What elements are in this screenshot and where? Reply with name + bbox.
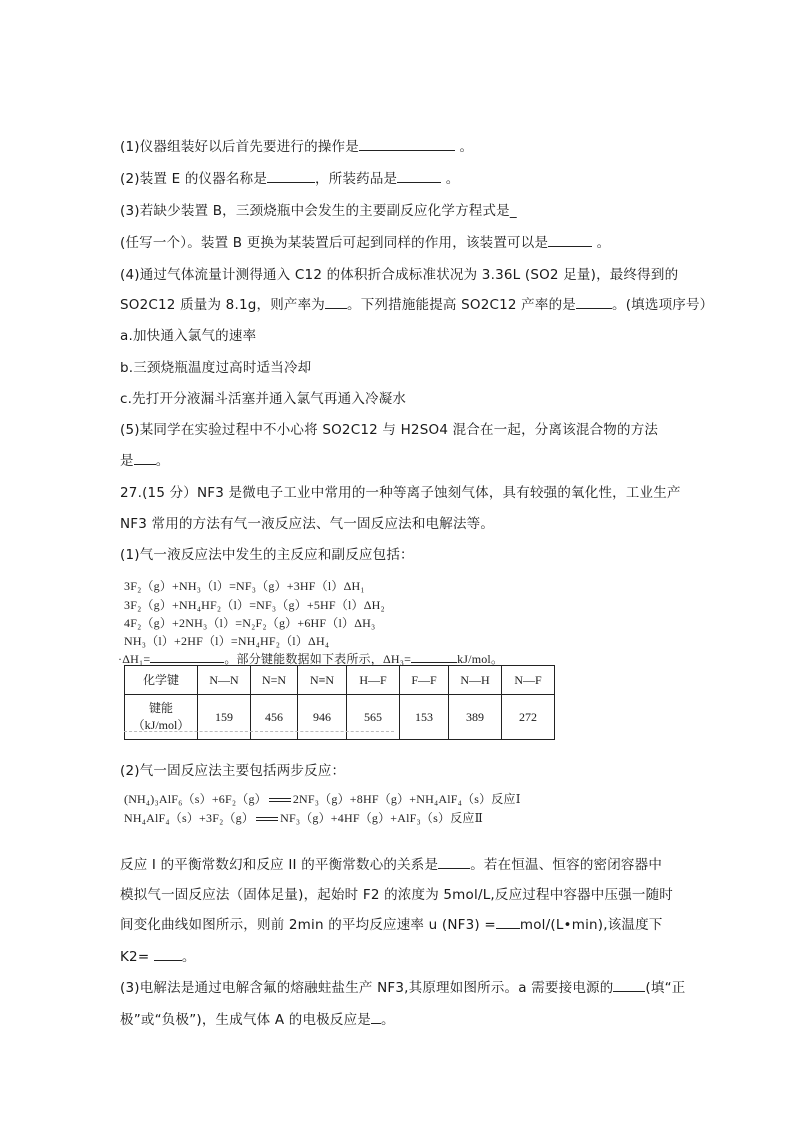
equation-3: 4F₂（g）+2NH₃（l）=N₂F₂（g）+6HF（l）ΔH₃ xyxy=(124,616,376,630)
option-a: a.加快通入氯气的速率 xyxy=(120,328,257,344)
energy-label-line1: 键能 xyxy=(148,701,173,715)
energy-cell: 456 xyxy=(251,695,298,740)
energy-cell: 565 xyxy=(347,695,400,740)
answer-blank[interactable] xyxy=(411,650,457,663)
bond-cell: N≡N xyxy=(298,666,347,695)
q27-line-2: NF3 常用的方法有气一液反应法、气一固反应法和电解法等。 xyxy=(120,516,495,532)
answer-blank[interactable] xyxy=(438,856,470,869)
q27-line: 27.(15 分）NF3 是微电子工业中常用的一种等离子蚀刻气体，具有较强的氧化性，工业生产 xyxy=(120,485,681,501)
answer-blank[interactable] xyxy=(496,916,520,929)
answer-blank[interactable] xyxy=(325,296,347,309)
part2-para-2: 模拟气一固反应法（固体足量)，起始时 F2 的浓度为 5mol/L,反应过程中容器中压强一随时 xyxy=(120,887,674,903)
bond-cell: N—F xyxy=(502,666,555,695)
q2-line: (2)装置 E 的仪器名称是 ，所装药品是 。 xyxy=(120,171,460,187)
answer-blank[interactable] xyxy=(267,170,315,183)
bond-cell: F—F xyxy=(400,666,449,695)
answer-blank[interactable] xyxy=(548,234,592,247)
energy-label-line2: （kJ/mol） xyxy=(132,718,190,732)
energy-cell: 272 xyxy=(502,695,555,740)
answer-blank[interactable] xyxy=(613,979,645,992)
answer-blank[interactable] xyxy=(576,296,612,309)
q4-line: (4)通过气体流量计测得通入 C12 的体积折合成标准状况为 3.36L (SO2 足量)，最终得到的 xyxy=(120,267,679,283)
equation-2: 3F₂（g）+NH₄HF₂（l）=NF₃（g）+5HF（l）ΔH₂ xyxy=(124,598,385,612)
q4-line-2: SO2C12 质量为 8.1g，则产率为 。下列措施能提高 SO2C12 产率的是 。(填选项序号） xyxy=(120,297,714,313)
answer-blank[interactable] xyxy=(371,1011,381,1024)
answer-blank[interactable] xyxy=(397,170,441,183)
q1-line: (1)仪器组装好以后首先要进行的操作是 。 xyxy=(120,139,474,155)
table-row xyxy=(125,666,555,695)
bond-cell: N—N xyxy=(198,666,251,695)
bond-cell: H—F xyxy=(347,666,400,695)
equation-blanks: ·ΔH₁= 。部分键能数据如下表所示，ΔH₃= kJ/mol。 xyxy=(118,652,504,666)
equilibrium-arrow-icon xyxy=(256,817,278,821)
part2-para-4: K2= 。 xyxy=(120,949,196,965)
q5-line-2: 是 。 xyxy=(120,453,170,469)
table-header-label: 化学键 xyxy=(125,666,198,695)
answer-blank[interactable] xyxy=(134,452,156,465)
q27-part1: (1)气一液反应法中发生的主反应和副反应包括： xyxy=(120,547,414,563)
option-c: c.先打开分液漏斗活塞并通入氯气再通入冷凝水 xyxy=(120,391,407,407)
answer-blank[interactable] xyxy=(359,138,455,151)
part2-para-3: 间变化曲线如图所示，则前 2min 的平均反应速率 u (NF3) = mol/(L•min),该温度下 xyxy=(120,917,663,933)
answer-blank[interactable] xyxy=(154,948,182,961)
answer-blank[interactable] xyxy=(150,650,224,663)
energy-cell: 153 xyxy=(400,695,449,740)
energy-cell: 389 xyxy=(449,695,502,740)
q27-part2: (2)气一固反应法主要包括两步反应： xyxy=(120,763,346,779)
reaction-1: (NH₄)₃AlF₆（s）+6F₂（g） 2NF₃（g）+8HF（g）+NH₄AlF₄（s）反应Ⅰ xyxy=(124,792,521,806)
q3-line-2: (任写一个）。装置 B 更换为某装置后可起到同样的作用，该装置可以是 。 xyxy=(120,235,611,251)
scan-artifact-divider xyxy=(124,731,394,736)
bond-cell: N—H xyxy=(449,666,502,695)
equation-1: 3F₂（g）+NH₃（l）=NF₃（g）+3HF（l）ΔH₁ xyxy=(124,579,365,593)
energy-cell: 946 xyxy=(298,695,347,740)
q5-line: (5)某同学在实验过程中不小心将 SO2C12 与 H2SO4 混合在一起，分离该混合物的方法 xyxy=(120,422,659,438)
equilibrium-arrow-icon xyxy=(269,798,291,802)
equation-4: NH₃（l）+2HF（l）=NH₄HF₂（l）ΔH₄ xyxy=(124,634,330,648)
part2-para-1: 反应 I 的平衡常数幻和反应 II 的平衡常数心的关系是 。若在恒温、恒容的密闭容器中 xyxy=(120,857,663,873)
q3-line: (3)若缺少装置 B，三颈烧瓶中会发生的主要副反应化学方程式是_ xyxy=(120,203,517,219)
option-b: b.三颈烧瓶温度过高时适当冷却 xyxy=(120,360,312,376)
part3-para-2: 极”或“负极”)，生成气体 A 的电极反应是 。 xyxy=(120,1012,395,1028)
energy-cell: 159 xyxy=(198,695,251,740)
reaction-2: NH₄AlF₄（s）+3F₂（g） NF₃（g）+4HF（g）+AlF₃（s）反应Ⅱ xyxy=(124,811,483,825)
bond-energy-table xyxy=(124,665,555,740)
bond-cell: N=N xyxy=(251,666,298,695)
part3-para-1: (3)电解法是通过电解含氟的熔融蛀盐生产 NF3,其原理如图所示。a 需要接电源的 (填“正 xyxy=(120,980,686,996)
